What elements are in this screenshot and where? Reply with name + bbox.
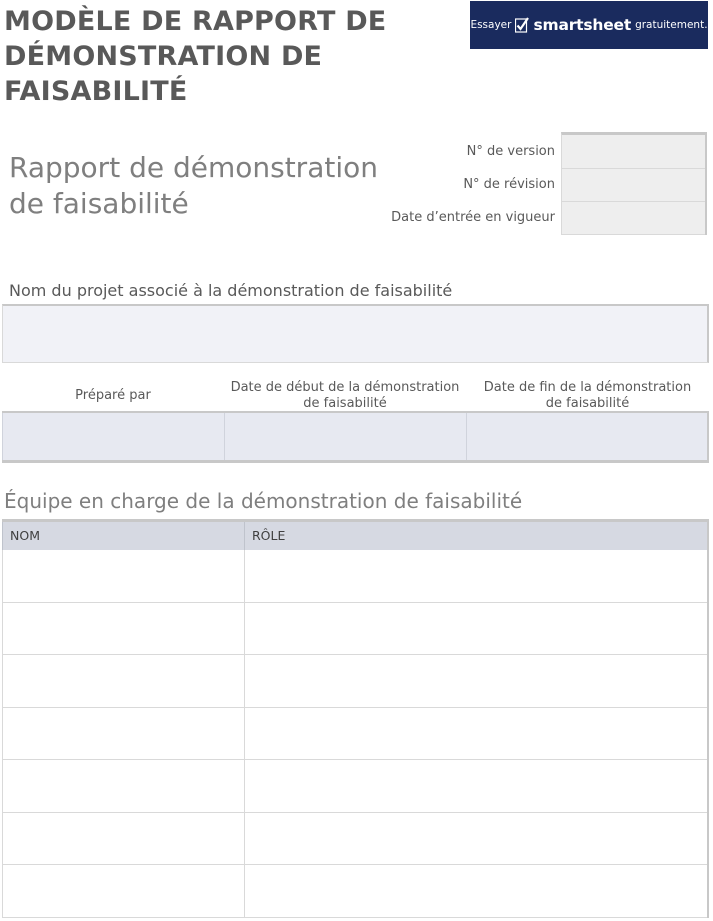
version-label: N° de version bbox=[466, 144, 555, 159]
prepared-by-label bbox=[2, 388, 224, 404]
revision-label: N° de révision bbox=[463, 177, 555, 192]
table-row bbox=[3, 707, 709, 760]
document-title bbox=[4, 4, 474, 109]
end-date-field[interactable] bbox=[466, 413, 707, 460]
start-date-label-line1: Date de début de la démonstration bbox=[230, 380, 460, 395]
effective-date-field[interactable] bbox=[561, 202, 707, 235]
name-cell[interactable] bbox=[3, 707, 245, 760]
team-table-header bbox=[3, 521, 709, 550]
banner-suffix: gratuitement. bbox=[635, 19, 708, 31]
banner-prefix: Essayer bbox=[470, 19, 512, 31]
version-field[interactable] bbox=[561, 132, 707, 169]
report-title bbox=[9, 150, 409, 222]
end-date-label-line1: Date de fin de la démonstration bbox=[483, 380, 692, 395]
name-cell[interactable] bbox=[3, 865, 245, 918]
table-row bbox=[3, 865, 709, 918]
document-title-line1: MODÈLE DE RAPPORT DE bbox=[4, 6, 387, 37]
smartsheet-try-banner[interactable] bbox=[470, 1, 708, 49]
role-cell[interactable] bbox=[245, 707, 709, 760]
project-name-field[interactable] bbox=[2, 304, 709, 363]
prepared-by-text: Préparé par bbox=[75, 388, 151, 403]
prepared-by-field[interactable] bbox=[2, 413, 224, 460]
role-cell[interactable] bbox=[245, 812, 709, 865]
revision-field[interactable] bbox=[561, 169, 707, 202]
smartsheet-check-logo-icon bbox=[515, 17, 529, 33]
project-name-label: Nom du projet associé à la démonstration de faisabilité bbox=[9, 281, 453, 300]
end-date-label-line2: de faisabilité bbox=[545, 396, 630, 411]
name-cell[interactable] bbox=[3, 760, 245, 813]
role-cell[interactable] bbox=[245, 865, 709, 918]
prepared-fields-row bbox=[2, 411, 709, 463]
banner-brand: smartsheet bbox=[533, 16, 632, 34]
start-date-label bbox=[224, 380, 466, 412]
role-cell[interactable] bbox=[245, 550, 709, 603]
table-row bbox=[3, 655, 709, 708]
report-title-line2: de faisabilité bbox=[9, 187, 189, 220]
table-row bbox=[3, 550, 709, 603]
document-title-line2: DÉMONSTRATION DE FAISABILITÉ bbox=[4, 41, 323, 107]
end-date-label bbox=[466, 380, 709, 412]
role-cell[interactable] bbox=[245, 602, 709, 655]
name-cell[interactable] bbox=[3, 550, 245, 603]
effective-date-label: Date d’entrée en vigueur bbox=[391, 210, 555, 225]
name-cell[interactable] bbox=[3, 655, 245, 708]
name-cell[interactable] bbox=[3, 812, 245, 865]
meta-field-border bbox=[705, 132, 707, 235]
role-cell[interactable] bbox=[245, 760, 709, 813]
table-row bbox=[3, 760, 709, 813]
table-row bbox=[3, 602, 709, 655]
start-date-field[interactable] bbox=[224, 413, 466, 460]
role-cell[interactable] bbox=[245, 655, 709, 708]
team-section-title: Équipe en charge de la démonstration de faisabilité bbox=[4, 489, 523, 513]
start-date-label-line2: de faisabilité bbox=[303, 396, 387, 411]
name-cell[interactable] bbox=[3, 602, 245, 655]
report-title-line1: Rapport de démonstration bbox=[9, 151, 378, 184]
table-row bbox=[3, 812, 709, 865]
column-header-role: RÔLE bbox=[245, 521, 709, 550]
team-table bbox=[2, 519, 709, 918]
column-header-name: NOM bbox=[3, 521, 245, 550]
